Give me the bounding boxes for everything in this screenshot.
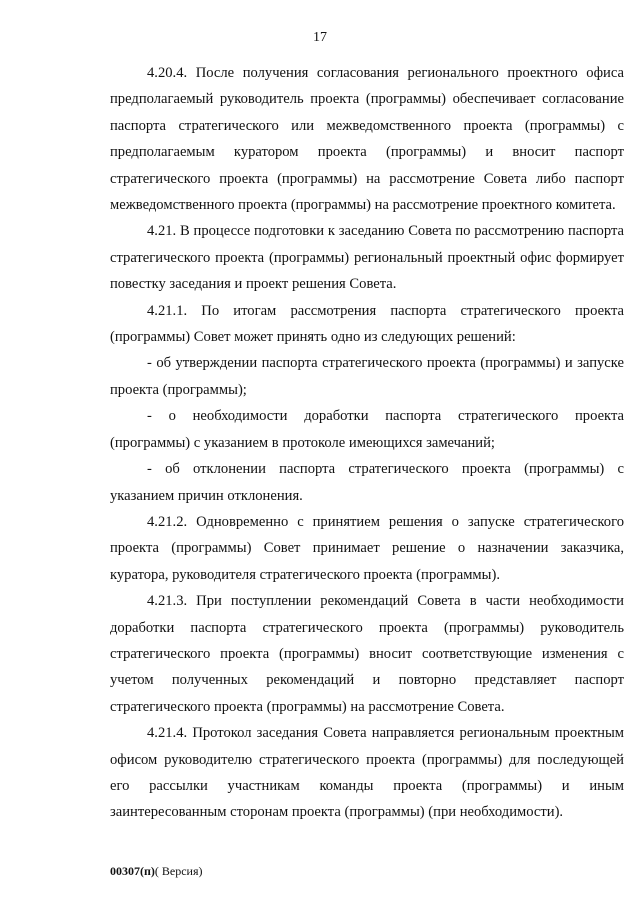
paragraph-4-21-3: 4.21.3. При поступлении рекомендаций Совета в части необходимости доработки паспорта стратегического проекта (программы) руководитель стратегического проекта (программы) вносит соответствующие изменения с учетом полученных рекомендаций и повторно представляет паспорт стратегического проекта (программы) на рассмотрение Совета.: [110, 593, 624, 715]
paragraph-4-21-1: 4.21.1. По итогам рассмотрения паспорта стратегического проекта (программы) Совет может принять одно из следующих решений:: [110, 302, 624, 346]
paragraph-4-21: 4.21. В процессе подготовки к заседанию Совета по рассмотрению паспорта стратегического проекта (программы) региональный проектный офис формирует повестку заседания и проект решения Совета.: [110, 223, 624, 293]
list-item-revision: - о необходимости доработки паспорта стратегического проекта (программы) с указанием в протоколе имеющихся замечаний;: [110, 408, 624, 451]
paragraph-4-20-4: 4.20.4. После получения согласования регионального проектного офиса предполагаемый руководитель проекта (программы) обеспечивает согласование паспорта стратегического или межведомственного проекта (программы) с предполагаемым куратором проекта (программы) и вносит паспорт стратегического проекта (программы) на рассмотрение Совета либо паспорт межведомственного проекта (программы) на рассмотрение проектного комитета.: [110, 65, 624, 214]
footer-document-code: [110, 864, 203, 879]
footer-version: ( Версия): [154, 864, 203, 878]
document-body: [110, 60, 624, 826]
paragraph-4-21-2: 4.21.2. Одновременно с принятием решения о запуске стратегического проекта (программы) Совет принимает решение о назначении заказчика, куратора, руководителя стратегического проекта (программы).: [110, 513, 624, 583]
list-item-rejection: - об отклонении паспорта стратегического проекта (программы) с указанием причин отклонения.: [110, 461, 624, 504]
list-item-approval: - об утверждении паспорта стратегического проекта (программы) и запуске проекта (программы);: [110, 355, 624, 398]
paragraph-4-21-4: 4.21.4. Протокол заседания Совета направляется региональным проектным офисом руководителю стратегического проекта (программы) для последующей его рассылки участникам команды проекта (программы) и иным заинтересованным сторонам проекта (программы) (при необходимости).: [110, 725, 624, 821]
footer-code: 00307(п): [110, 864, 155, 878]
page-number: 17: [313, 30, 327, 45]
